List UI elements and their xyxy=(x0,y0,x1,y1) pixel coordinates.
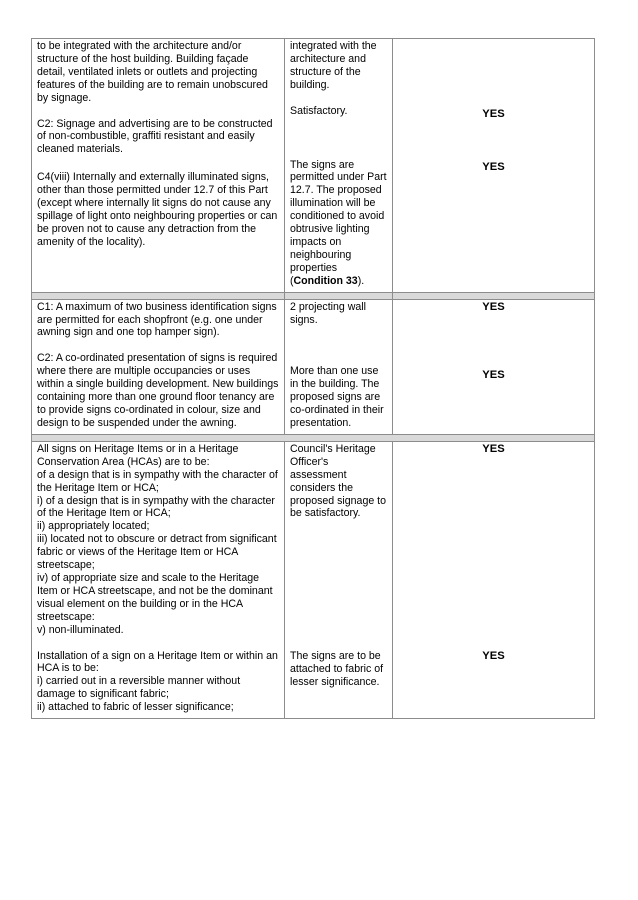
section-header-row xyxy=(32,434,595,441)
requirement-line: All signs on Heritage Items or in a Heritage Conservation Area (HCAs) are to be: xyxy=(37,442,239,468)
proposal-text: integrated with the architecture and structure of the building. xyxy=(290,40,377,91)
requirement-line: of a design that is in sympathy with the character of the Heritage Item or HCA; xyxy=(37,468,278,494)
section-title xyxy=(32,434,595,441)
proposal-text: The signs are to be attached to fabric of lesser significance. xyxy=(290,650,384,689)
compliance-result: YES xyxy=(482,160,505,173)
requirement-line: i) of a design that is in sympathy with the character of the Heritage Item or HCA; xyxy=(37,494,275,520)
compliance-cell xyxy=(393,39,595,293)
requirement-line: iv) of appropriate size and scale to the Heritage Item or HCA streetscape, and not be the dominant visual element on the building or in the HCA streetscape: xyxy=(37,572,273,623)
section-header-row xyxy=(32,292,595,299)
requirement-line: i) carried out in a reversible manner without damage to significant fabric; xyxy=(37,675,241,701)
requirement-cell xyxy=(32,39,285,293)
compliance-result: YES xyxy=(482,300,505,313)
requirement-cell xyxy=(32,299,285,434)
requirement-line: iii) located not to obscure or detract from significant fabric or views of the Heritage Item or HCA streetscape; xyxy=(37,533,277,572)
compliance-result: YES xyxy=(482,368,505,381)
requirement-text: C4(viii) Internally and externally illuminated signs, other than those permitted under 12.7 of this Part (except where internally lit signs do not cause any spillage of light onto neighbouring properties or can be proven not to cause any detraction from the amenity of the locality). xyxy=(37,171,278,248)
compliance-result: YES xyxy=(482,442,505,455)
proposal-cell xyxy=(285,39,393,293)
requirement-line: v) non-illuminated. xyxy=(37,623,124,636)
requirement-line: Installation of a sign on a Heritage Item or within an HCA is to be: xyxy=(37,649,278,675)
requirement-text: C2: Signage and advertising are to be constructed of non-combustible, graffiti resistant and easily cleaned materials. xyxy=(37,117,273,156)
proposal-text-a: The signs are permitted under Part 12.7. The proposed illumination will be conditioned to avoid obtrusive lighting impacts on neighbouring properties ( xyxy=(290,158,387,287)
compliance-result: YES xyxy=(482,108,505,120)
compliance-table xyxy=(31,38,595,719)
requirement-text: C2: A co-ordinated presentation of signs is required where there are multiple occupancies or uses within a single building development. New buildings containing more than one ground floor tenancy are to provide signs co-ordinated in colour, size and design to be suspended under the awning. xyxy=(37,352,279,429)
proposal-text-b: ). xyxy=(357,274,365,287)
section-title xyxy=(32,292,285,299)
proposal-text xyxy=(290,159,387,288)
requirement-line: ii) appropriately located; xyxy=(37,520,150,533)
table-row xyxy=(32,39,595,293)
proposal-text: Council's Heritage Officer's assessment considers the proposed signage to be satisfactory. xyxy=(290,442,387,520)
table-row xyxy=(32,441,595,718)
requirement-line: ii) attached to fabric of lesser significance; xyxy=(37,701,234,714)
proposal-text: 2 projecting wall signs. xyxy=(290,300,366,326)
table-row xyxy=(32,299,595,434)
proposal-cell xyxy=(285,299,393,434)
requirement-text: to be integrated with the architecture and/or structure of the host building. Building façade detail, ventilated inlets or outlets and projecting features of the building are to remain unobscured by signage. xyxy=(37,40,268,104)
proposal-text: More than one use in the building. The proposed signs are co-ordinated in their presentation. xyxy=(290,365,384,430)
compliance-cell xyxy=(393,441,595,718)
requirement-cell xyxy=(32,441,285,718)
condition-ref: Condition 33 xyxy=(293,274,358,287)
proposal-text: Satisfactory. xyxy=(290,104,348,117)
compliance-result: YES xyxy=(482,649,505,662)
compliance-cell xyxy=(393,299,595,434)
proposal-cell xyxy=(285,441,393,718)
requirement-text: C1: A maximum of two business identification signs are permitted for each shopfront (e.g. one under awning sign and one top hamper sign). xyxy=(37,300,277,339)
